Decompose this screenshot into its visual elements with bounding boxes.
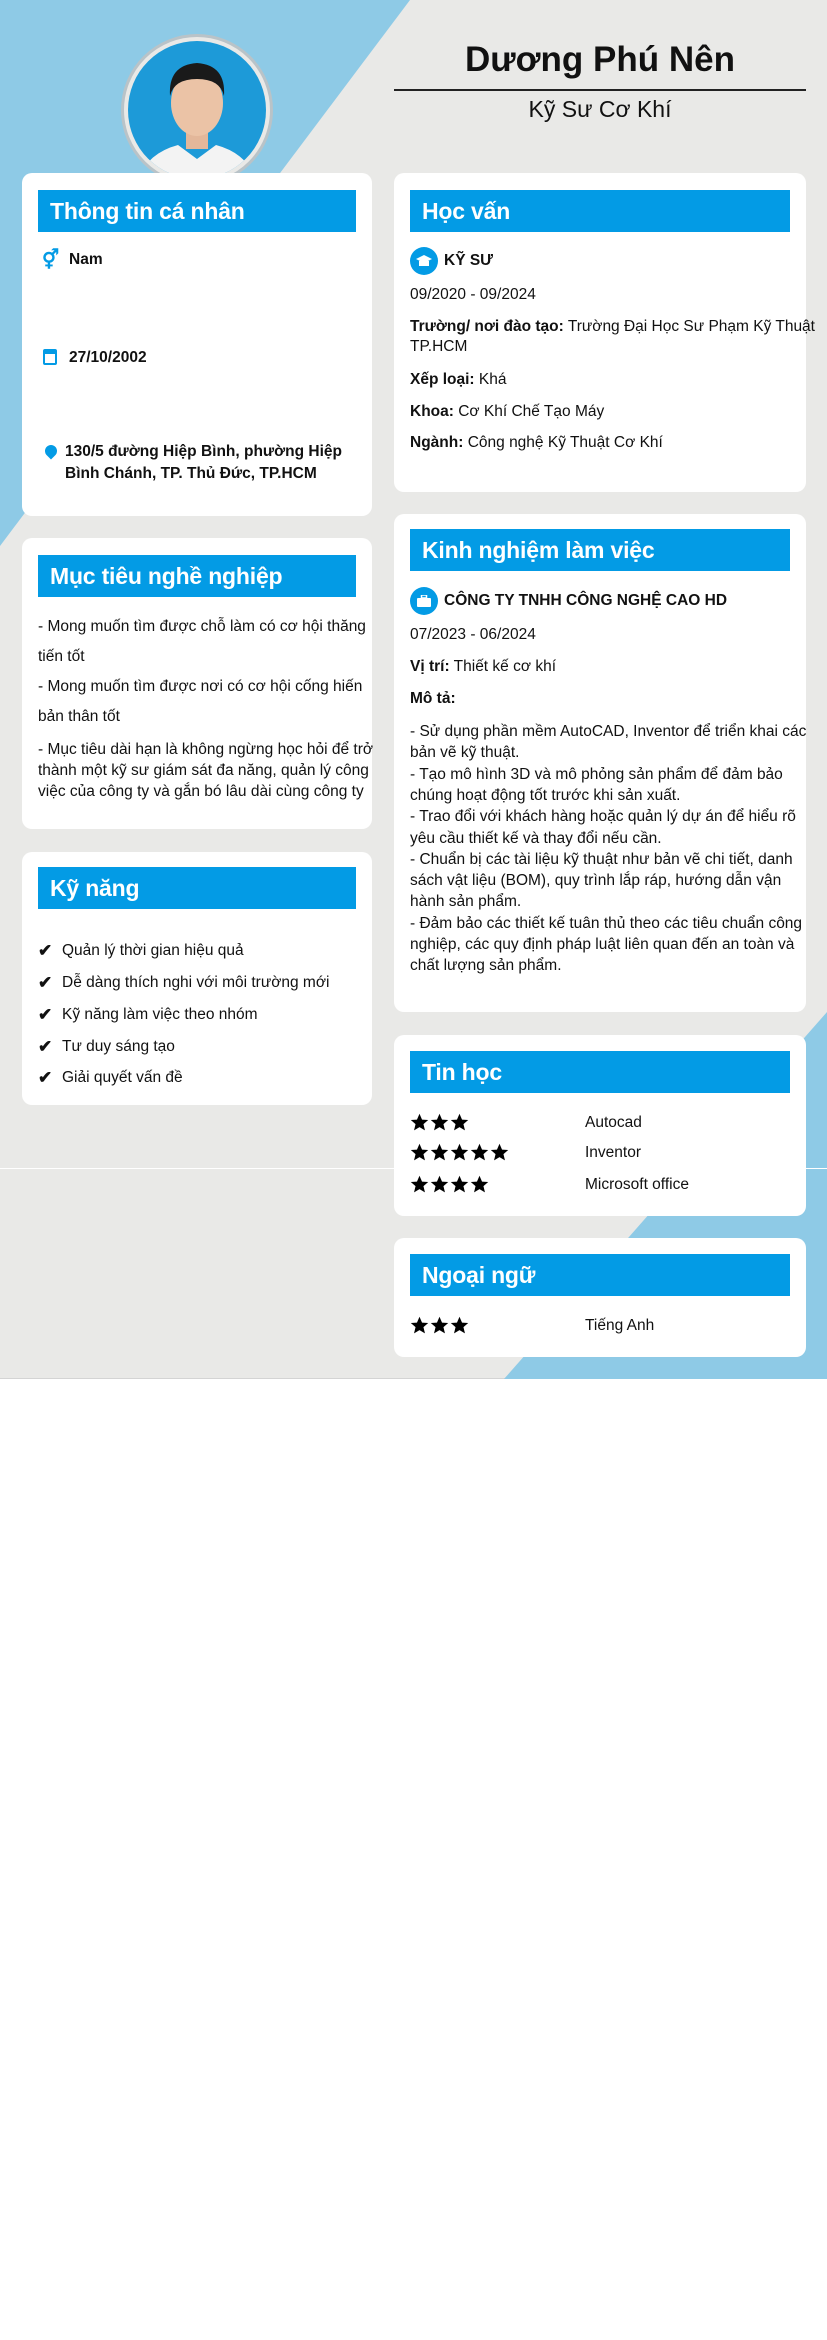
job-title: Kỹ Sư Cơ Khí [528, 96, 672, 122]
rating-label: Microsoft office [585, 1176, 689, 1193]
major-value: Công nghệ Kỹ Thuật Cơ Khí [467, 434, 663, 451]
star-icon [450, 1143, 469, 1162]
school-value-cont: TP.HCM [410, 338, 468, 355]
star-rating [410, 1113, 470, 1137]
rating-row [410, 1143, 790, 1165]
skill-item [38, 1037, 175, 1057]
school-value: Trường Đại Học Sư Phạm Kỹ Thuật [567, 318, 815, 335]
checkmark-icon: ✔ [38, 1005, 53, 1024]
briefcase-icon [410, 587, 438, 615]
description-line: - Đảm bảo các thiết kế tuân thủ theo các tiêu chuẩn công [410, 914, 803, 932]
rating-row [410, 1175, 790, 1197]
objective-line: - Mong muốn tìm được chỗ làm có cơ hội thăng [38, 618, 366, 635]
description-line: nghiệp, các quy định pháp luật liên quan đến an toàn và [410, 936, 795, 953]
star-rating [410, 1175, 490, 1199]
checkmark-icon: ✔ [38, 973, 53, 992]
rank-row [410, 371, 507, 389]
school-label: Trường/ nơi đào tạo: [410, 318, 564, 335]
star-icon [450, 1175, 469, 1194]
rating-label: Autocad [585, 1114, 642, 1131]
experience-period: 07/2023 - 06/2024 [410, 626, 536, 643]
degree: KỸ SƯ [444, 252, 494, 269]
skill-label: Tư duy sáng tạo [62, 1038, 175, 1055]
description-line: yêu cầu thiết kế và thay đổi nếu cần. [410, 829, 662, 847]
dob-value: 27/10/2002 [69, 349, 147, 366]
section-heading: Ngoại ngữ [410, 1254, 790, 1296]
education-period: 09/2020 - 09/2024 [410, 286, 536, 303]
star-icon [430, 1316, 449, 1335]
description-line: - Tạo mô hình 3D và mô phỏng sản phẩm để đảm bảo [410, 765, 783, 783]
location-pin-icon [43, 443, 60, 460]
section-heading: Thông tin cá nhân [38, 190, 356, 232]
name-divider [394, 89, 806, 91]
education-card [394, 173, 815, 492]
position-label: Vị trí: [410, 658, 450, 675]
rating-row [410, 1113, 790, 1135]
position-row [410, 658, 556, 676]
section-heading: Kỹ năng [38, 867, 356, 909]
address-line: 130/5 đường Hiệp Bình, phường Hiệp [65, 443, 343, 460]
faculty-row [410, 403, 604, 421]
description-line: - Chuẩn bị các tài liệu kỹ thuật như bản vẽ chi tiết, danh [410, 850, 793, 868]
star-icon [410, 1175, 429, 1194]
address-line: Bình Chánh, TP. Thủ Đức, TP.HCM [65, 465, 317, 482]
star-icon [430, 1175, 449, 1194]
star-icon [450, 1113, 469, 1132]
rank-label: Xếp loại: [410, 371, 475, 388]
skill-item [38, 1068, 183, 1088]
star-icon [450, 1316, 469, 1335]
description-line: chất lượng sản phẩm. [410, 957, 562, 975]
rating-label: Tiếng Anh [585, 1317, 655, 1334]
description-line: - Trao đổi với khách hàng hoặc quản lý dự án để hiểu rõ [410, 808, 796, 826]
position-value: Thiết kế cơ khí [453, 658, 556, 675]
section-heading: Học vấn [410, 190, 790, 232]
objective-line: thành một kỹ sư giám sát đa năng, quản lý công [38, 762, 369, 779]
star-icon [490, 1143, 509, 1162]
objective-line: - Mong muốn tìm được nơi có cơ hội cống hiến [38, 678, 363, 695]
objective-line: bản thân tốt [38, 708, 120, 725]
skills-card [22, 852, 372, 1105]
description-label: Mô tả: [410, 690, 456, 707]
description-line: hành sản phẩm. [410, 893, 522, 911]
section-heading: Tin học [410, 1051, 790, 1093]
objective-line: tiến tốt [38, 648, 85, 665]
major-label: Ngành: [410, 434, 464, 451]
checkmark-icon: ✔ [38, 1068, 53, 1087]
calendar-icon [43, 349, 57, 365]
faculty-label: Khoa: [410, 403, 454, 420]
major-row [410, 434, 663, 452]
objective-card [22, 538, 372, 829]
gender-icon: ⚥ [42, 250, 60, 271]
name-heading: Dương Phú Nên [465, 40, 735, 79]
star-icon [410, 1113, 429, 1132]
it-skills-card [394, 1035, 806, 1216]
star-icon [470, 1143, 489, 1162]
school-row [410, 318, 815, 336]
skill-item [38, 1005, 258, 1025]
objective-line: việc của công ty và gắn bó lâu dài cùng công ty [38, 783, 364, 800]
star-rating [410, 1143, 510, 1167]
experience-card [394, 514, 806, 1012]
star-icon [430, 1143, 449, 1162]
objective-line: - Mục tiêu dài hạn là không ngừng học hỏi để trở [38, 741, 374, 758]
rank-value: Khá [478, 371, 507, 388]
skill-label: Quản lý thời gian hiệu quả [62, 942, 244, 959]
rating-label: Inventor [585, 1144, 642, 1161]
description-line: chúng hoạt động tốt trước khi sản xuất. [410, 786, 681, 804]
rating-row [410, 1316, 790, 1338]
faculty-value: Cơ Khí Chế Tạo Máy [458, 403, 605, 420]
section-heading: Kinh nghiệm làm việc [410, 529, 790, 571]
star-icon [430, 1113, 449, 1132]
star-icon [410, 1316, 429, 1335]
description-line: bản vẽ kỹ thuật. [410, 744, 520, 762]
section-heading: Mục tiêu nghề nghiệp [38, 555, 356, 597]
avatar [121, 34, 273, 186]
company-name: CÔNG TY TNHH CÔNG NGHỆ CAO HD [444, 592, 728, 609]
description-line: sách vật liệu (BOM), quy trình lắp ráp, hướng dẫn vận [410, 872, 782, 890]
skill-label: Kỹ năng làm việc theo nhóm [62, 1006, 258, 1023]
skill-item [38, 973, 329, 993]
star-icon [470, 1175, 489, 1194]
skill-item [38, 941, 244, 961]
languages-card [394, 1238, 806, 1357]
description-line: - Sử dụng phần mềm AutoCAD, Inventor để triển khai các [410, 723, 807, 740]
star-rating [410, 1316, 470, 1340]
checkmark-icon: ✔ [38, 941, 53, 960]
skill-label: Giải quyết vấn đề [62, 1069, 183, 1086]
graduation-cap-icon [410, 247, 438, 275]
checkmark-icon: ✔ [38, 1037, 53, 1056]
personal-info-card [22, 173, 372, 516]
skill-label: Dễ dàng thích nghi với môi trường mới [62, 974, 330, 991]
gender-value: Nam [69, 251, 103, 268]
star-icon [410, 1143, 429, 1162]
